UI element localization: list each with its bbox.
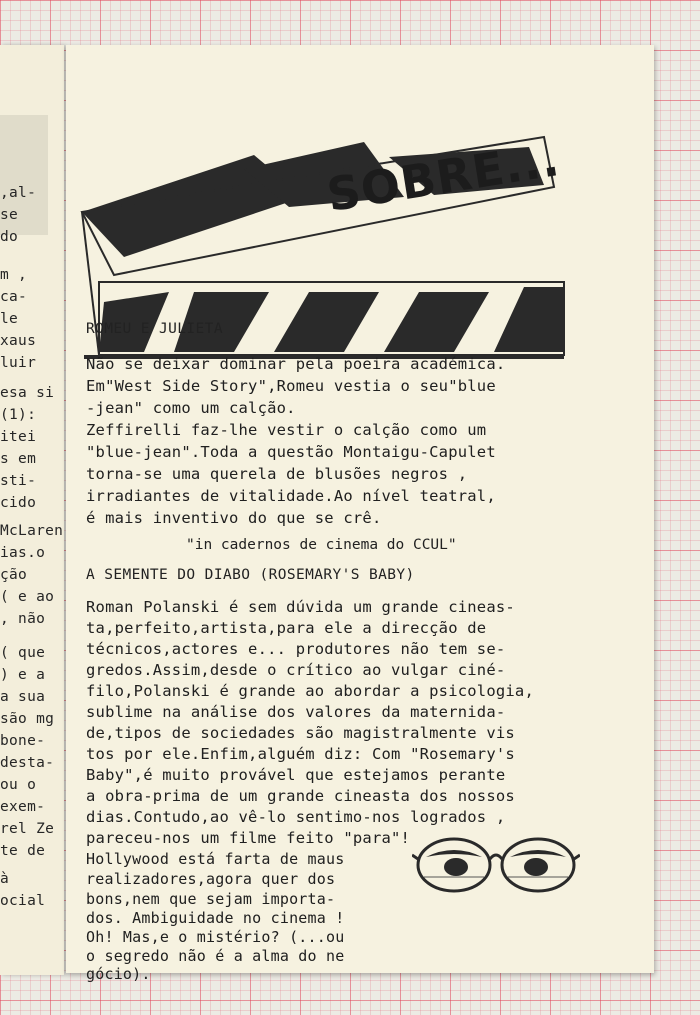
adjacent-page-fragment: bone- [0, 733, 46, 749]
adjacent-page-fragment: a sua [0, 689, 46, 705]
adjacent-page-fragment: ou o [0, 777, 37, 793]
text-line: técnicos,actores e... produtores não tem se- [86, 640, 506, 658]
adjacent-page-fragment: ção [0, 567, 28, 583]
adjacent-page-fragment: ( e ao [0, 589, 55, 605]
text-line: Em"West Side Story",Romeu vestia o seu"blue [86, 377, 496, 395]
adjacent-page-fragment: luir [0, 355, 37, 371]
citation: "in cadernos de cinema do CCUL" [186, 537, 457, 553]
adjacent-page-fragment: rel Ze [0, 821, 55, 837]
adjacent-page-fragment: ,al- [0, 185, 37, 201]
text-line: Roman Polanski é sem dúvida um grande cineas- [86, 598, 515, 616]
adjacent-page-fragment: à [0, 871, 10, 887]
board-stripe [494, 287, 564, 352]
adjacent-page-fragment: ( que [0, 645, 46, 661]
text-line: -jean" como um calção. [86, 399, 296, 417]
text-line: o segredo não é a alma do ne [86, 947, 345, 965]
text-line: sublime na análise dos valores da maternida- [86, 703, 506, 721]
adjacent-page-fragment: m , [0, 267, 28, 283]
adjacent-page-fragment: desta- [0, 755, 55, 771]
adjacent-page-fragment: ias.o [0, 545, 46, 561]
text-line: "blue-jean".Toda a questão Montaigu-Capulet [86, 443, 496, 461]
text-line: ta,perfeito,artista,para ele a direcção de [86, 619, 487, 637]
adjacent-page-fragment: ) e a [0, 667, 46, 683]
adjacent-page-fragment: sti- [0, 473, 37, 489]
text-line: gredos.Assim,desde o crítico ao vulgar ciné- [86, 661, 506, 679]
text-line: Oh! Mas,e o mistério? (...ou [86, 928, 345, 946]
page-title: SOBRE... [323, 131, 564, 223]
board-stripe [384, 292, 489, 352]
adjacent-page-fragment: te de [0, 843, 46, 859]
eyes-glasses-icon [412, 829, 580, 899]
text-line: dos. Ambiguidade no cinema ! [86, 909, 345, 927]
text-line: de,tipos de sociedades são magistralmente vis [86, 724, 515, 742]
adjacent-page-fragment: s em [0, 451, 37, 467]
text-line: a obra-prima de um grande cineasta dos nossos [86, 787, 515, 805]
adjacent-page [0, 45, 64, 975]
board-stripe [274, 292, 379, 352]
text-line: irradiantes de vitalidade.Ao nível teatral, [86, 487, 496, 505]
adjacent-page-fragment: le [0, 311, 19, 327]
adjacent-page-fragment: esa si [0, 385, 55, 401]
text-line: Zeffirelli faz-lhe vestir o calção como um [86, 421, 487, 439]
text-line: filo,Polanski é grande ao abordar a psicologia, [86, 682, 534, 700]
text-line: bons,nem que sejam importa- [86, 890, 336, 908]
section-heading: A SEMENTE DO DIABO (ROSEMARY'S BABY) [86, 567, 415, 583]
document-page [66, 45, 654, 983]
adjacent-page-fragment: ocial [0, 893, 46, 909]
text-line: é mais inventivo do que se crê. [86, 509, 382, 527]
adjacent-page-fragment: McLaren [0, 523, 64, 539]
adjacent-page-fragment: exem- [0, 799, 46, 815]
text-line: Hollywood está farta de maus [86, 850, 345, 868]
adjacent-page-fragment: se [0, 207, 19, 223]
text-line: pareceu-nos um filme feito "para"! [86, 829, 411, 847]
adjacent-page-fragment: ca- [0, 289, 28, 305]
adjacent-page-fragment: xaus [0, 333, 37, 349]
adjacent-page-fragment: itei [0, 429, 37, 445]
adjacent-page-fragment: cido [0, 495, 37, 511]
text-line: dias.Contudo,ao vê-lo sentimo-nos logrados , [86, 808, 506, 826]
text-line: tos por ele.Enfim,alguém diz: Com "Rosemary's [86, 745, 515, 763]
text-line: torna-se uma querela de blusões negros , [86, 465, 468, 483]
adjacent-page-fragment: , não [0, 611, 46, 627]
adjacent-page-fragment: (1): [0, 407, 37, 423]
adjacent-page-fragment: são mg [0, 711, 55, 727]
text-line: Baby",é muito provável que estejamos perante [86, 766, 506, 784]
text-line: gócio). [86, 965, 151, 983]
text-line: realizadores,agora quer dos [86, 870, 336, 888]
section-heading: ROMEU E JULIETA [86, 321, 223, 337]
text-line: Não se deixar dominar pela poeira académica. [86, 355, 506, 373]
adjacent-page-fragment: do [0, 229, 19, 245]
